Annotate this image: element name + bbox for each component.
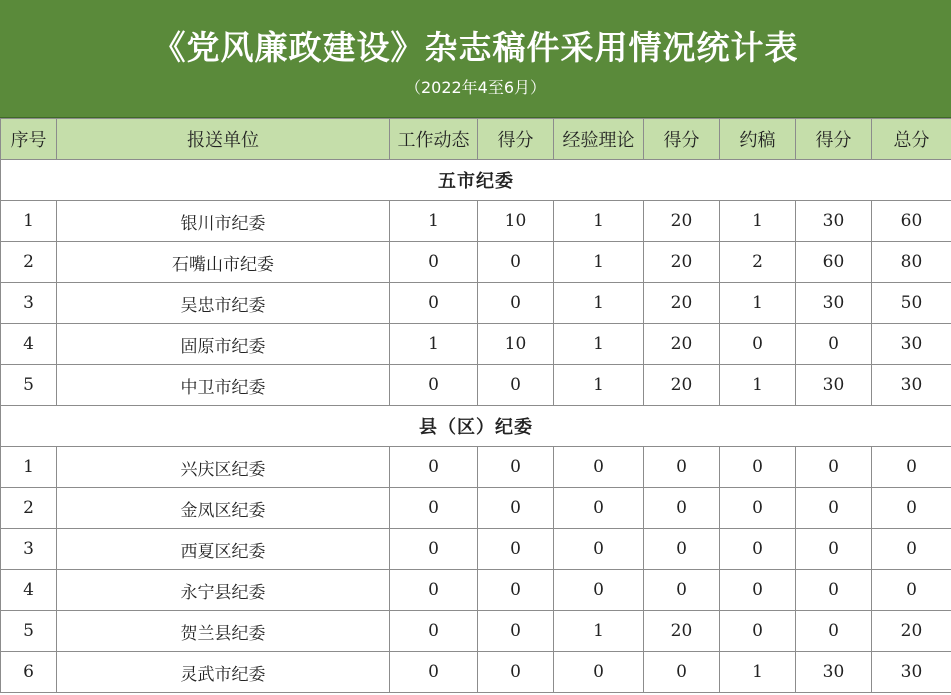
header-work-news: 工作动态 (390, 119, 478, 160)
cell-commissioned: 1 (720, 283, 796, 324)
section-header-row (1, 160, 951, 201)
cell-commissioned: 0 (720, 324, 796, 365)
cell-score-1: 0 (478, 488, 554, 529)
cell-unit: 兴庆区纪委 (57, 447, 390, 488)
cell-score-1: 0 (478, 652, 554, 693)
cell-score-3: 30 (796, 283, 872, 324)
cell-index: 3 (1, 529, 57, 570)
cell-score-2: 0 (644, 529, 720, 570)
header-score-3: 得分 (796, 119, 872, 160)
cell-score-2: 20 (644, 324, 720, 365)
header-score-2: 得分 (644, 119, 720, 160)
cell-score-2: 20 (644, 242, 720, 283)
cell-score-3: 0 (796, 324, 872, 365)
cell-total: 50 (872, 283, 951, 324)
cell-total: 0 (872, 488, 951, 529)
cell-score-2: 20 (644, 611, 720, 652)
header-index: 序号 (1, 119, 57, 160)
header-total: 总分 (872, 119, 951, 160)
cell-index: 5 (1, 611, 57, 652)
cell-total: 0 (872, 529, 951, 570)
cell-work-news: 0 (390, 652, 478, 693)
table-row (1, 365, 951, 406)
cell-commissioned: 0 (720, 529, 796, 570)
cell-score-2: 20 (644, 365, 720, 406)
cell-commissioned: 1 (720, 201, 796, 242)
cell-work-news: 1 (390, 201, 478, 242)
cell-work-news: 0 (390, 447, 478, 488)
cell-total: 0 (872, 570, 951, 611)
cell-score-3: 0 (796, 488, 872, 529)
cell-score-2: 0 (644, 447, 720, 488)
cell-score-3: 0 (796, 529, 872, 570)
cell-index: 2 (1, 488, 57, 529)
header-row (1, 119, 951, 160)
cell-score-3: 0 (796, 611, 872, 652)
section-header-row (1, 406, 951, 447)
cell-commissioned: 2 (720, 242, 796, 283)
table-row (1, 201, 951, 242)
cell-commissioned: 0 (720, 611, 796, 652)
cell-work-news: 0 (390, 529, 478, 570)
title-banner (0, 0, 951, 118)
header-commissioned: 约稿 (720, 119, 796, 160)
cell-index: 6 (1, 652, 57, 693)
page-subtitle: （2022年4至6月） (404, 78, 547, 97)
cell-total: 30 (872, 652, 951, 693)
section-title: 县（区）纪委 (1, 406, 951, 447)
header-score-1: 得分 (478, 119, 554, 160)
cell-score-1: 0 (478, 283, 554, 324)
cell-theory: 0 (554, 652, 644, 693)
cell-work-news: 0 (390, 283, 478, 324)
cell-theory: 0 (554, 529, 644, 570)
cell-theory: 1 (554, 611, 644, 652)
cell-score-2: 0 (644, 652, 720, 693)
cell-score-3: 0 (796, 570, 872, 611)
cell-theory: 1 (554, 201, 644, 242)
cell-work-news: 0 (390, 365, 478, 406)
table-body (1, 160, 951, 693)
cell-index: 1 (1, 201, 57, 242)
cell-score-3: 60 (796, 242, 872, 283)
header-unit: 报送单位 (57, 119, 390, 160)
table-row (1, 447, 951, 488)
cell-work-news: 0 (390, 611, 478, 652)
cell-score-1: 0 (478, 447, 554, 488)
table-row (1, 283, 951, 324)
cell-index: 1 (1, 447, 57, 488)
cell-score-1: 0 (478, 570, 554, 611)
cell-unit: 中卫市纪委 (57, 365, 390, 406)
cell-index: 4 (1, 324, 57, 365)
cell-theory: 1 (554, 242, 644, 283)
cell-total: 0 (872, 447, 951, 488)
table-row (1, 529, 951, 570)
table-row (1, 242, 951, 283)
cell-unit: 银川市纪委 (57, 201, 390, 242)
page-title: 《党风廉政建设》杂志稿件采用情况统计表 (152, 28, 799, 67)
cell-unit: 永宁县纪委 (57, 570, 390, 611)
stats-table (0, 118, 951, 693)
cell-score-2: 0 (644, 488, 720, 529)
cell-score-1: 0 (478, 611, 554, 652)
cell-total: 60 (872, 201, 951, 242)
table-row (1, 611, 951, 652)
cell-index: 5 (1, 365, 57, 406)
cell-unit: 吴忠市纪委 (57, 283, 390, 324)
cell-work-news: 0 (390, 570, 478, 611)
cell-theory: 0 (554, 570, 644, 611)
cell-commissioned: 1 (720, 652, 796, 693)
cell-score-3: 30 (796, 652, 872, 693)
cell-score-3: 30 (796, 365, 872, 406)
cell-work-news: 0 (390, 488, 478, 529)
cell-unit: 石嘴山市纪委 (57, 242, 390, 283)
cell-theory: 1 (554, 283, 644, 324)
cell-commissioned: 0 (720, 447, 796, 488)
cell-score-1: 10 (478, 201, 554, 242)
cell-unit: 贺兰县纪委 (57, 611, 390, 652)
cell-work-news: 0 (390, 242, 478, 283)
cell-score-1: 0 (478, 365, 554, 406)
cell-commissioned: 0 (720, 570, 796, 611)
table-row (1, 570, 951, 611)
table-row (1, 488, 951, 529)
cell-score-3: 0 (796, 447, 872, 488)
cell-unit: 西夏区纪委 (57, 529, 390, 570)
cell-commissioned: 0 (720, 488, 796, 529)
cell-theory: 0 (554, 488, 644, 529)
cell-score-1: 0 (478, 242, 554, 283)
cell-unit: 固原市纪委 (57, 324, 390, 365)
cell-score-2: 20 (644, 283, 720, 324)
cell-commissioned: 1 (720, 365, 796, 406)
cell-score-2: 20 (644, 201, 720, 242)
section-title: 五市纪委 (1, 160, 951, 201)
cell-total: 20 (872, 611, 951, 652)
cell-total: 30 (872, 365, 951, 406)
cell-theory: 1 (554, 365, 644, 406)
cell-score-3: 30 (796, 201, 872, 242)
cell-index: 3 (1, 283, 57, 324)
cell-index: 2 (1, 242, 57, 283)
cell-total: 80 (872, 242, 951, 283)
cell-unit: 金凤区纪委 (57, 488, 390, 529)
table-row (1, 324, 951, 365)
cell-score-1: 10 (478, 324, 554, 365)
cell-theory: 0 (554, 447, 644, 488)
table-row (1, 652, 951, 693)
cell-score-1: 0 (478, 529, 554, 570)
cell-unit: 灵武市纪委 (57, 652, 390, 693)
cell-work-news: 1 (390, 324, 478, 365)
cell-theory: 1 (554, 324, 644, 365)
header-theory: 经验理论 (554, 119, 644, 160)
cell-score-2: 0 (644, 570, 720, 611)
cell-total: 30 (872, 324, 951, 365)
cell-index: 4 (1, 570, 57, 611)
